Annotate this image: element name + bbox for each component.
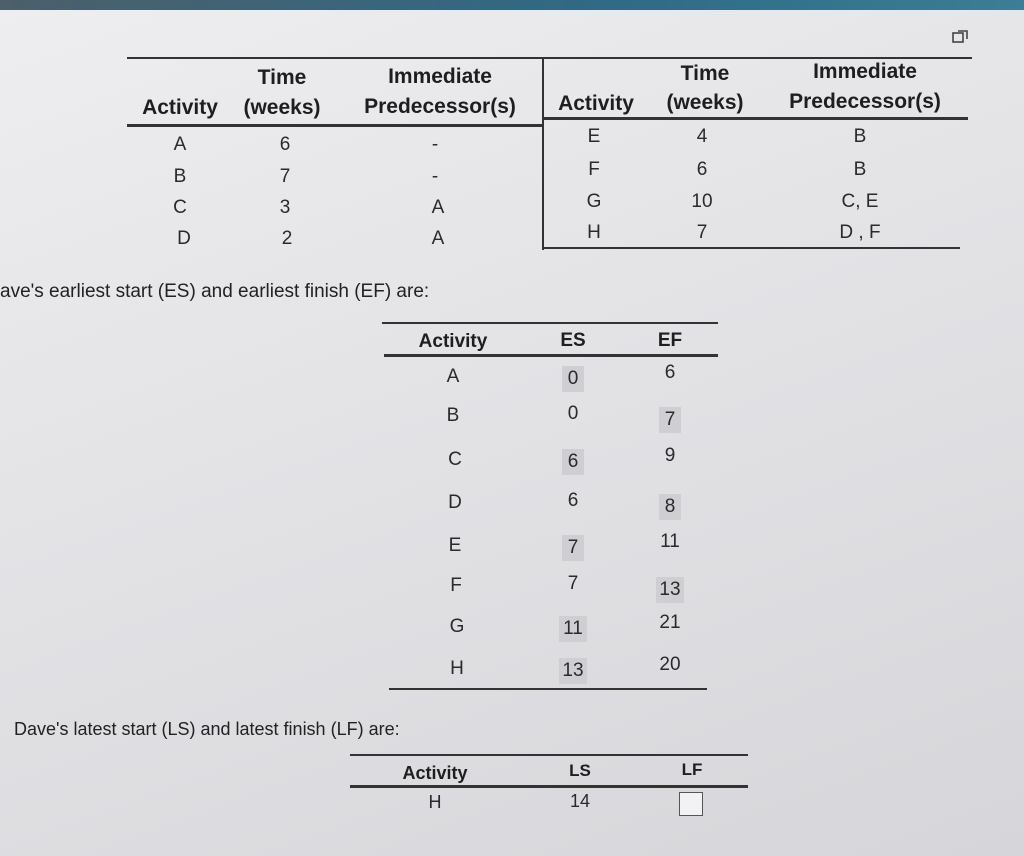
ef-cell: 8 — [659, 494, 681, 520]
header-es: ES — [560, 330, 586, 351]
time-cell: 7 — [696, 222, 708, 243]
ls-cell: 14 — [569, 791, 591, 811]
expand-icon[interactable] — [952, 30, 968, 44]
header-activity: Activity — [402, 763, 468, 783]
activity-cell: G — [586, 191, 602, 212]
header-lf: LF — [681, 760, 703, 779]
es-cell: 7 — [562, 535, 584, 561]
activity-cell: D — [448, 492, 462, 513]
activity-cell: C — [448, 449, 462, 470]
predecessor-cell: A — [431, 228, 445, 249]
activity-cell: B — [446, 405, 460, 426]
activity-cell: E — [448, 535, 462, 556]
predecessor-cell: - — [431, 166, 439, 187]
activity-cell: H — [450, 658, 464, 679]
predecessor-cell: A — [431, 197, 445, 218]
time-cell: 4 — [696, 126, 708, 147]
time-cell: 3 — [279, 197, 291, 218]
header-time-left: Time — [257, 66, 307, 89]
header-immediate-right: Immediate — [813, 60, 917, 83]
header-ls: LS — [569, 761, 591, 780]
predecessor-cell: B — [853, 126, 867, 147]
activity-cell: F — [450, 575, 462, 596]
activity-cell: B — [173, 166, 187, 187]
es-cell: 11 — [559, 616, 587, 642]
es-cell: 0 — [567, 403, 579, 424]
ef-cell: 11 — [660, 531, 680, 552]
time-cell: 6 — [696, 159, 708, 180]
es-cell: 0 — [562, 366, 584, 392]
activity-cell: C — [173, 197, 187, 218]
time-cell: 7 — [279, 166, 291, 187]
es-cell: 6 — [562, 449, 584, 475]
header-activity-left: Activity — [142, 96, 218, 119]
ef-cell: 20 — [659, 654, 681, 675]
predecessor-cell: C, E — [841, 191, 879, 212]
time-cell: 6 — [279, 134, 291, 155]
header-predecessors-right: Predecessor(s) — [789, 90, 941, 113]
predecessor-cell: B — [853, 159, 867, 180]
ef-cell: 6 — [664, 362, 676, 383]
header-activity: Activity — [418, 331, 488, 352]
activity-cell: A — [173, 134, 187, 155]
lf-answer-input[interactable] — [679, 792, 703, 816]
es-cell: 7 — [567, 573, 579, 594]
es-cell: 6 — [567, 490, 579, 511]
predecessor-cell: - — [431, 134, 439, 155]
header-activity-right: Activity — [558, 92, 634, 115]
ef-cell: 21 — [659, 612, 681, 633]
es-cell: 13 — [559, 658, 587, 684]
activity-cell: H — [587, 222, 601, 243]
ef-cell: 13 — [656, 577, 684, 603]
activity-cell: H — [428, 792, 442, 812]
ef-cell: 9 — [664, 445, 676, 466]
activity-cell: G — [449, 616, 465, 637]
header-immediate-left: Immediate — [388, 65, 492, 88]
header-predecessors-left: Predecessor(s) — [364, 95, 516, 118]
header-weeks-right: (weeks) — [666, 91, 744, 114]
ls-lf-caption: Dave's latest start (LS) and latest finish (LF) are: — [14, 719, 400, 739]
header-ef: EF — [657, 330, 683, 351]
browser-top-bar — [0, 0, 1024, 10]
header-weeks-left: (weeks) — [243, 96, 321, 119]
time-cell: 10 — [691, 191, 713, 212]
ef-cell: 7 — [659, 407, 681, 433]
header-time-right: Time — [680, 62, 730, 85]
time-cell: 2 — [281, 228, 293, 249]
activity-cell: A — [446, 366, 460, 387]
activity-cell: E — [587, 126, 601, 147]
activity-cell: D — [177, 228, 191, 249]
es-ef-caption: ave's earliest start (ES) and earliest finish (EF) are: — [0, 281, 430, 302]
predecessor-cell: D , F — [839, 222, 881, 243]
activity-cell: F — [588, 159, 600, 180]
